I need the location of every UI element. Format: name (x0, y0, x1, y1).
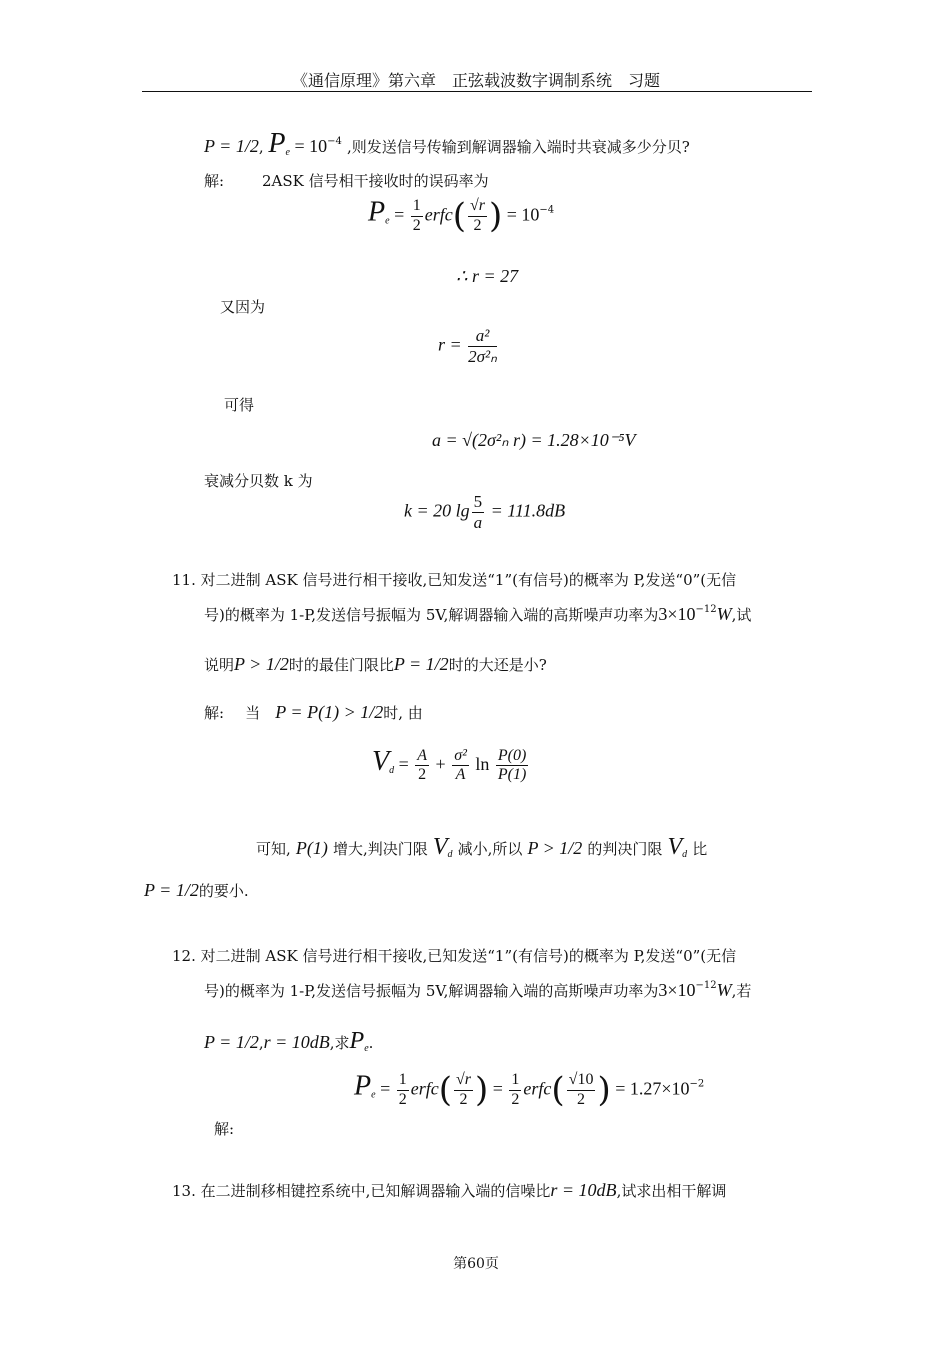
problem-11-line-3 (204, 654, 547, 675)
eq1-rhs: = 10 (502, 204, 540, 225)
question-text: ,则发送信号传输到解调器输入端时共衰减多少分贝? (346, 138, 690, 156)
eq6-d2: A (455, 766, 466, 783)
sol11-label: 解: (204, 704, 225, 722)
obtain-text: 可得 (224, 396, 255, 414)
eq1-equals: = (389, 204, 409, 225)
given-p: P = 1/2 (204, 136, 259, 156)
equation-a-value: a = √(2σ²ₙ r) = 1.28×10⁻⁵V (432, 430, 636, 450)
eq5-num: 5 (473, 492, 483, 511)
conclusion-11-line-1 (256, 834, 707, 861)
conclusion-11-line-2 (144, 880, 249, 901)
header-rule (142, 91, 812, 92)
p11-noise-unit: W (716, 604, 732, 624)
eq7-fn: erfc (410, 1078, 439, 1099)
eq1-exp: −4 (539, 204, 555, 216)
p12-cond-p: P = 1/2 (204, 1032, 259, 1052)
p11-noise-power: 3×10 (658, 604, 696, 624)
solution-11-line (204, 702, 423, 723)
eq5-lhs: k = 20 lg (404, 500, 470, 521)
eq7-d2: 2 (577, 1090, 586, 1108)
eq7-d1: 2 (459, 1090, 468, 1108)
p12-pe-sub: e (364, 1043, 369, 1054)
eq7-lhs-sub: e (371, 1089, 376, 1101)
p13-text-b: ,试求出相干解调 (616, 1182, 727, 1200)
eq3-num: a² (468, 326, 497, 347)
equation-k-db (404, 492, 565, 532)
page-number: 第60页 (453, 1256, 499, 1272)
eq7-den: 2 (398, 1090, 407, 1108)
eq7-lhs: P (354, 1070, 372, 1102)
p12-end: . (368, 1034, 374, 1052)
solution-12-label: 解: (214, 1120, 235, 1138)
problem-12-line-3 (204, 1028, 373, 1055)
eq1-sqrt: √r (468, 197, 487, 216)
eq3-lhs: r = (438, 334, 467, 355)
p11-cond-2: P = 1/2 (393, 654, 449, 674)
p11-line2-end: ,试 (731, 606, 752, 624)
solution-1-text: 2ASK 信号相干接收时的误码率为 (262, 172, 489, 190)
eq6-plus: + (431, 754, 451, 774)
eq1-den: 2 (412, 216, 421, 234)
eq1-den2: 2 (473, 216, 482, 234)
p11-line3-b: 时的最佳门限比 (288, 656, 394, 674)
page-header: 《通信原理》第六章 正弦载波数字调制系统 习题 (291, 71, 660, 90)
attenuation-label: 衰减分贝数 k 为 (204, 472, 313, 490)
concl11-v: V (432, 834, 448, 860)
concl11-cond: P > 1/2 (527, 838, 583, 858)
eq6-lhs: V (372, 746, 390, 777)
p11-cond-1: P > 1/2 (234, 654, 289, 674)
p13-text-a: 13. 在二进制移相键控系统中,已知解调器输入端的信噪比 (172, 1182, 551, 1200)
pe-sub: e (285, 147, 290, 158)
p12-line2-text: 号)的概率为 1-P,发送信号振幅为 5V,解调器输入端的高斯噪声功率为 (204, 982, 659, 1000)
equation-vd (372, 746, 530, 784)
problem-11-line-1: 11. 对二进制 ASK 信号进行相干接收,已知发送“1”(有信号)的概率为 P,发送“0”(无信 (172, 571, 737, 589)
equation-pe-result: $P_e$ = $\frac{1}{2}$ erfc( $\frac{√r}{2}$ ) = $\frac{1}{2}$ erfc( $\frac{√10}{2}$ ) = $1.27\times 10^{-2}$ (354, 1070, 705, 1110)
eq6-n3: P(0) (496, 747, 528, 766)
p11-line2-text: 号)的概率为 1-P,发送信号振幅为 5V,解调器输入端的高斯噪声功率为 (204, 606, 659, 624)
equation-r-27: ∴ r = 27 (456, 266, 519, 286)
pe-exp: −4 (327, 136, 342, 147)
eq1-num: 1 (411, 197, 423, 216)
eq1-lhs-sub: e (385, 215, 390, 227)
eq7-num2: 1 (509, 1071, 521, 1090)
concl11-p1: P(1) (295, 838, 328, 858)
p12-noise-power: 3×10 (658, 980, 696, 1000)
equation-r-def (438, 326, 499, 366)
eq7-equals2: = (488, 1078, 508, 1099)
eq7-sqrt2: √10 (567, 1071, 596, 1090)
concl11-line2-t: 的要小. (198, 882, 249, 900)
sol11-by: 时, 由 (383, 704, 423, 722)
p12-ask: ,求 (329, 1034, 350, 1052)
p12-cond-r: r = 10dB (263, 1032, 330, 1052)
concl11-v2: V (667, 834, 683, 860)
eq1-fn: erfc (424, 204, 453, 225)
eq6-equals: = (394, 754, 414, 774)
p12-noise-exp: −12 (695, 980, 717, 991)
concl11-line2-m: P = 1/2 (144, 880, 199, 900)
pe-symbol: P (268, 128, 286, 159)
concl11-c: 减小,所以 (457, 840, 523, 858)
eq6-n1: A (415, 747, 429, 766)
eq6-d3: P(1) (497, 766, 527, 783)
concl11-vsub: d (447, 849, 453, 860)
eq6-ln: ln (470, 754, 494, 774)
sol11-cond: P = P(1) > 1/2 (275, 702, 384, 722)
eq7-fn2: erfc (523, 1078, 552, 1099)
eq7-den2: 2 (511, 1090, 520, 1108)
p11-line3-a: 说明 (204, 656, 235, 674)
p12-noise-unit: W (716, 980, 732, 1000)
concl11-b: 增大,判决门限 (332, 840, 428, 858)
p12-sep: , (258, 1034, 264, 1052)
eq7-equals: = (375, 1078, 395, 1099)
concl11-a: 可知, (256, 840, 291, 858)
p13-snr: r = 10dB (550, 1180, 617, 1200)
eq6-lhs-sub: d (389, 765, 395, 776)
concl11-d: 的判决门限 (587, 840, 663, 858)
eq7-num: 1 (397, 1071, 409, 1090)
eq5-rhs: = 111.8dB (486, 500, 566, 521)
eq7-exp: −2 (689, 1078, 705, 1090)
p12-pe: P (349, 1028, 365, 1054)
sol11-when: 当 (245, 704, 261, 722)
concl11-vsub2: d (682, 849, 688, 860)
problem-12-line-2 (204, 980, 751, 1001)
p11-noise-exp: −12 (695, 604, 717, 615)
eq7-sqrt1: √r (454, 1071, 473, 1090)
p12-line2-end: ,若 (731, 982, 752, 1000)
equation-pe-erfc: $P_e$ = $\frac{1}{2}$ erfc( $\frac{√r}{2}$ ) = $10^{-4}$ (368, 196, 555, 236)
solution-1-label: 解: (204, 172, 225, 190)
problem-12-line-1: 12. 对二进制 ASK 信号进行相干接收,已知发送“1”(有信号)的概率为 P,发送“0”(无信 (172, 947, 737, 965)
given-line: P = 1/2, $P_e = 10^{-4}$ ,则发送信号传输到解调器输入端时共衰减多少分贝? (204, 128, 690, 159)
eq6-n2: σ² (452, 747, 469, 766)
p11-line3-c: 时的大还是小? (448, 656, 547, 674)
eq3-den: 2σ²ₙ (468, 346, 497, 366)
concl11-e: 比 (692, 840, 708, 858)
problem-13-line-1 (172, 1180, 726, 1201)
problem-11-line-2 (204, 604, 751, 625)
eq7-rhs: = 1.27×10 (610, 1078, 690, 1099)
also-because-text: 又因为 (220, 298, 266, 316)
eq1-lhs: P (368, 196, 386, 228)
pe-value: = 10 (289, 136, 328, 156)
eq6-d1: 2 (418, 766, 427, 783)
eq5-den: a (473, 512, 483, 532)
